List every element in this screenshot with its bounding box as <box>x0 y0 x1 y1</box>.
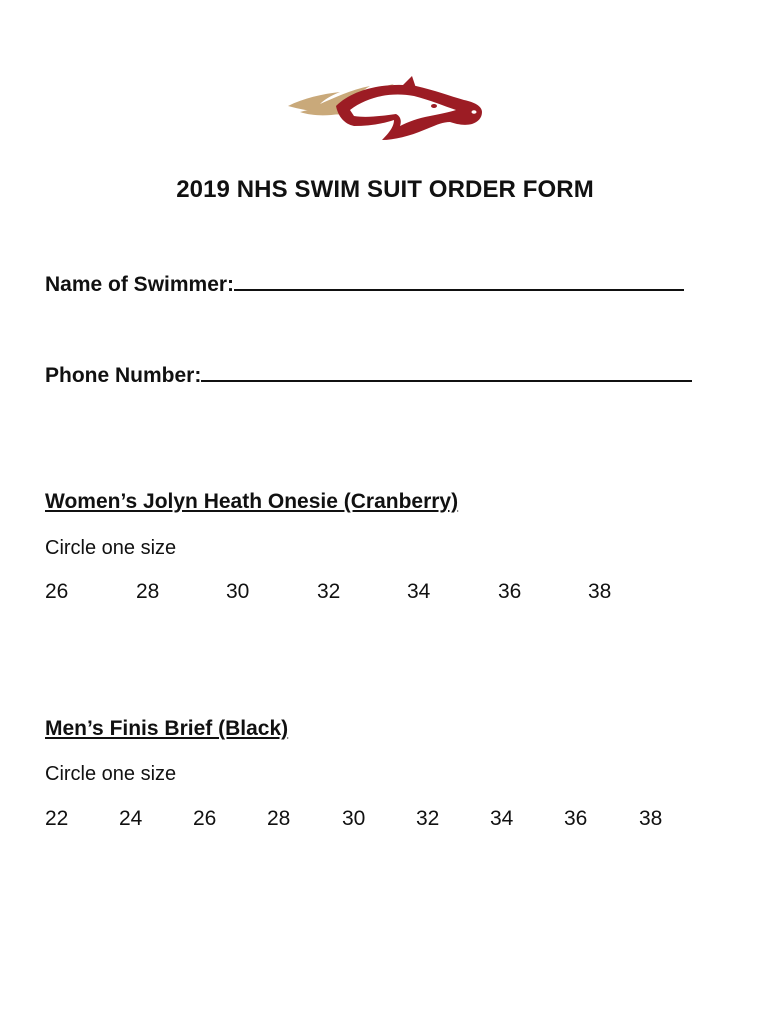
womens-size-option[interactable]: 28 <box>136 580 160 603</box>
mens-size-option[interactable]: 30 <box>342 807 366 830</box>
ear-shape <box>402 76 416 88</box>
phone-number-field[interactable] <box>45 362 692 388</box>
mens-size-option[interactable]: 32 <box>416 807 440 830</box>
womens-instruction: Circle one size <box>45 537 177 559</box>
womens-size-option[interactable]: 26 <box>45 580 69 603</box>
womens-size-option[interactable]: 32 <box>317 580 341 603</box>
womens-size-option[interactable]: 36 <box>498 580 522 603</box>
mens-size-option[interactable]: 28 <box>267 807 291 830</box>
womens-size-option[interactable]: 38 <box>588 580 612 603</box>
phone-number-line[interactable] <box>201 362 692 382</box>
mens-size-option[interactable]: 26 <box>193 807 217 830</box>
swimmer-name-field[interactable] <box>45 271 684 297</box>
mens-instruction: Circle one size <box>45 763 177 785</box>
womens-size-option[interactable]: 30 <box>226 580 250 603</box>
mens-size-option[interactable]: 38 <box>639 807 663 830</box>
womens-size-option[interactable]: 34 <box>407 580 431 603</box>
page-title: 2019 NHS SWIM SUIT ORDER FORM <box>176 176 594 203</box>
mens-suit-title: Men’s Finis Brief (Black) <box>45 717 289 740</box>
eye-shape <box>431 104 437 108</box>
mens-size-option[interactable]: 34 <box>490 807 514 830</box>
phone-number-label: Phone Number: <box>45 364 202 387</box>
mens-size-option[interactable]: 36 <box>564 807 588 830</box>
swimmer-name-line[interactable] <box>234 271 684 291</box>
mens-size-option[interactable]: 24 <box>119 807 143 830</box>
nostril-shape <box>472 110 477 114</box>
swimmer-name-label: Name of Swimmer: <box>45 273 235 296</box>
mustang-logo <box>284 76 488 142</box>
mens-size-option[interactable]: 22 <box>45 807 69 830</box>
womens-suit-title: Women’s Jolyn Heath Onesie (Cranberry) <box>45 490 459 513</box>
